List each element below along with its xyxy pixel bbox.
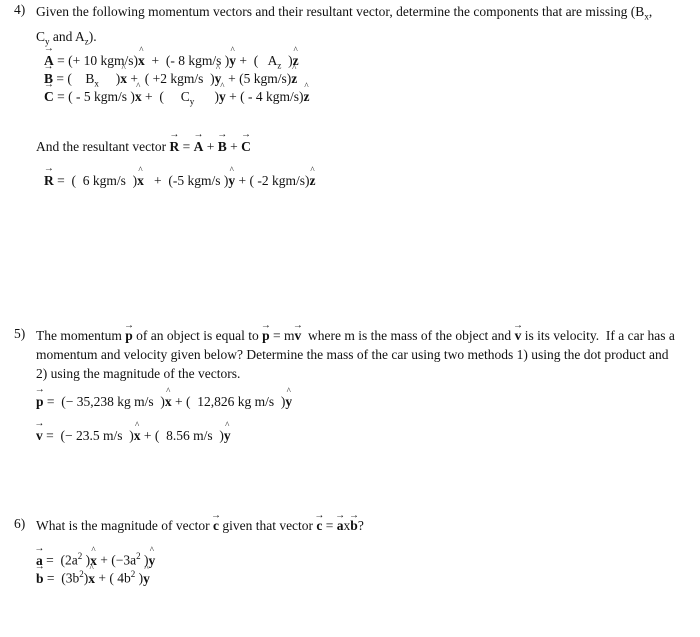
p-vector-line: → p = (− 35,238 kg m/s )^ x + ( 12,826 kg m/s )^ y (36, 394, 292, 410)
q6-number: 6) (14, 516, 26, 531)
a-vector-line: → $a = (2a^2$ )^ $x + (-3a^2$ )^ y (36, 551, 155, 569)
resultant-intro: And the resultant vector → R = → A + → B + → C (36, 139, 251, 155)
q4-prompt: Given the following momentum vectors and their resultant vector, determine the components that are missing ($B_x$, $C_y$ and $A_z$). (36, 4, 653, 47)
q5-number: 5) (14, 326, 26, 341)
vector-b-line: → B = ( $B_x$ )^ x + ( +2 kgm/s )^ y + (5 kgm/s)^ z (44, 71, 297, 89)
vector-a-line: → A = (+ 10 kgm/s)^ x + (- 8 kgm/s )^ y + ( $A_z$ )^ z (44, 53, 299, 71)
b-vector-line: → $b = (3b^2)\^{}$ x + ( $4b^2$ )^ y (36, 569, 150, 587)
q5-prompt: The momentum → p of an object is equal to → p = m→ v where m is the mass of the object and → v is its velocity. If a car has a momentum and velocity given below? Determine the mass of the car using two methods 1) using the dot product and 2) using the magnitude of the vectors. (36, 326, 676, 383)
q4-number: 4) (14, 2, 26, 17)
q6-prompt: What is the magnitude of vector → c given that vector → c = → ax→ b? (36, 516, 676, 535)
resultant-vector: → R = ( 6 kgm/s )^ x + (-5 kgm/s )^ y + ( -2 kgm/s)^ z (44, 173, 315, 189)
v-vector-line: → v = (− 23.5 m/s )^ x + ( 8.56 m/s )^ y (36, 428, 231, 444)
vector-c-line: → C = ( - 5 kgm/s )^ x + ( $C_y$ )^ y + ( - 4 kgm/s)^ z (44, 89, 309, 107)
